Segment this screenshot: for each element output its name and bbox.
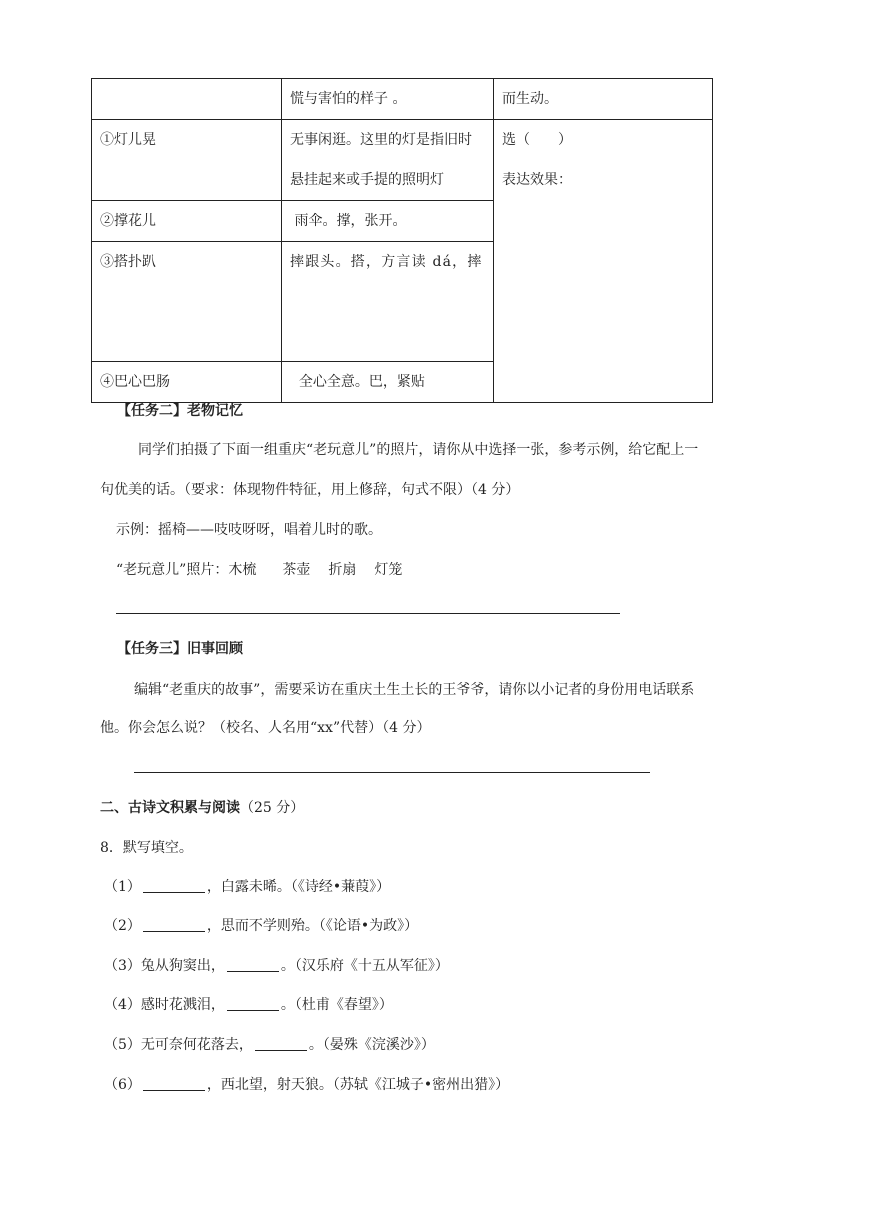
fill-blank[interactable]: [143, 917, 205, 932]
fill-item: [104, 1075, 794, 1095]
item-text: ，白露未晞。（《诗经•蒹葭》）: [206, 879, 391, 895]
word-cell: ③搭扑趴: [92, 242, 282, 362]
task2-photos: [116, 560, 806, 580]
item-text: 兔从狗窦出，: [140, 958, 225, 974]
item-number: （3）: [104, 958, 141, 974]
task3-bracket: 【任务三】: [117, 641, 187, 657]
q8-prompt: 8．默写填空。: [100, 840, 193, 856]
item-text: 无可奈何花落去，: [140, 1037, 253, 1053]
item-number: （5）: [104, 1037, 141, 1053]
task2-bracket: 【任务二】: [117, 403, 187, 419]
table-row: [92, 120, 713, 201]
fill-blank[interactable]: [255, 1036, 307, 1051]
fill-item: [104, 1035, 794, 1055]
task2-heading: [117, 402, 243, 420]
fill-blank[interactable]: [143, 1076, 205, 1091]
section2-score: （25 分）: [240, 800, 305, 816]
photo-item: 茶壶: [282, 562, 311, 578]
item-text: 。（晏殊《浣溪沙》）: [308, 1037, 435, 1053]
word-cell: [92, 79, 282, 120]
photo-item: 灯笼: [374, 562, 403, 578]
item-number: （6）: [104, 1077, 141, 1093]
effect-line: 而生动。: [502, 91, 558, 107]
fill-blank[interactable]: [227, 957, 279, 972]
task3-heading: [117, 640, 243, 658]
word-cell: ②撑花儿: [92, 201, 282, 242]
task3-title: 旧事回顾: [187, 641, 243, 657]
meaning-line: 摔跟头。搭，方言读 dá，摔: [290, 254, 483, 270]
task2-example: 示例：摇椅——吱吱呀呀，唱着儿时的歌。: [116, 522, 382, 538]
table-row: [92, 79, 713, 120]
fill-blank[interactable]: [143, 878, 205, 893]
task2-title: 老物记忆: [187, 403, 243, 419]
meaning-line: 无事闲逛。这里的灯是指旧时: [290, 132, 472, 148]
meaning-cell: [282, 242, 494, 362]
fill-item: [104, 877, 794, 897]
item-text: 。（汉乐府《十五从军征》）: [280, 958, 449, 974]
item-text: ，思而不学则殆。（《论语•为政》）: [206, 918, 419, 934]
fill-item: [104, 956, 794, 976]
fill-blank[interactable]: [227, 996, 279, 1011]
meaning-cell: [282, 201, 494, 242]
choice-blank[interactable]: 选（ ）: [502, 132, 572, 148]
effect-label: 表达效果：: [502, 172, 572, 188]
item-number: （1）: [104, 879, 141, 895]
effect-cell: [494, 79, 713, 120]
item-number: （2）: [104, 918, 141, 934]
meaning-line: 悬挂起来或手提的照明灯: [290, 172, 444, 188]
fill-item: [104, 995, 794, 1015]
vocab-table: [91, 78, 713, 403]
task2-line1: 同学们拍摄了下面一组重庆“老玩意儿”的照片，请你从中选择一张，参考示例，给它配上一: [138, 442, 699, 458]
meaning-line: 雨伞。撑，张开。: [290, 213, 407, 229]
word-cell: ④巴心巴肠: [92, 362, 282, 403]
item-text: 。（杜甫《春望》）: [280, 997, 393, 1013]
item-number: （4）: [104, 997, 141, 1013]
task2-line2: 句优美的话。（要求：体现物件特征，用上修辞，句式不限）（4 分）: [100, 482, 520, 498]
meaning-line: 全心全意。巴，紧贴: [290, 374, 425, 390]
meaning-line: 慌与害怕的样子 。: [290, 91, 407, 107]
photo-item: 折扇: [328, 562, 357, 578]
task2-answer-line[interactable]: [116, 613, 620, 614]
item-text: ，西北望，射天狼。（苏轼《江城子•密州出猎》）: [206, 1077, 510, 1093]
task3-line2: 他。你会怎么说？（校名、人名用“xx”代替）（4 分）: [100, 720, 431, 736]
word-cell: ①灯儿晃: [92, 120, 282, 201]
section2-heading: [100, 798, 304, 818]
meaning-cell: [282, 120, 494, 201]
meaning-cell: [282, 362, 494, 403]
photo-item: 木梳: [228, 562, 257, 578]
fill-item: [104, 916, 794, 936]
task3-line1: 编辑“老重庆的故事”，需要采访在重庆土生土长的王爷爷，请你以小记者的身份用电话联系: [134, 682, 695, 698]
effect-answer-cell: [494, 120, 713, 403]
photos-label: “老玩意儿”照片：: [116, 562, 229, 578]
item-text: 感时花溅泪，: [140, 997, 225, 1013]
task3-answer-line[interactable]: [134, 772, 650, 773]
section2-title: 二、古诗文积累与阅读: [100, 800, 240, 816]
meaning-cell: [282, 79, 494, 120]
